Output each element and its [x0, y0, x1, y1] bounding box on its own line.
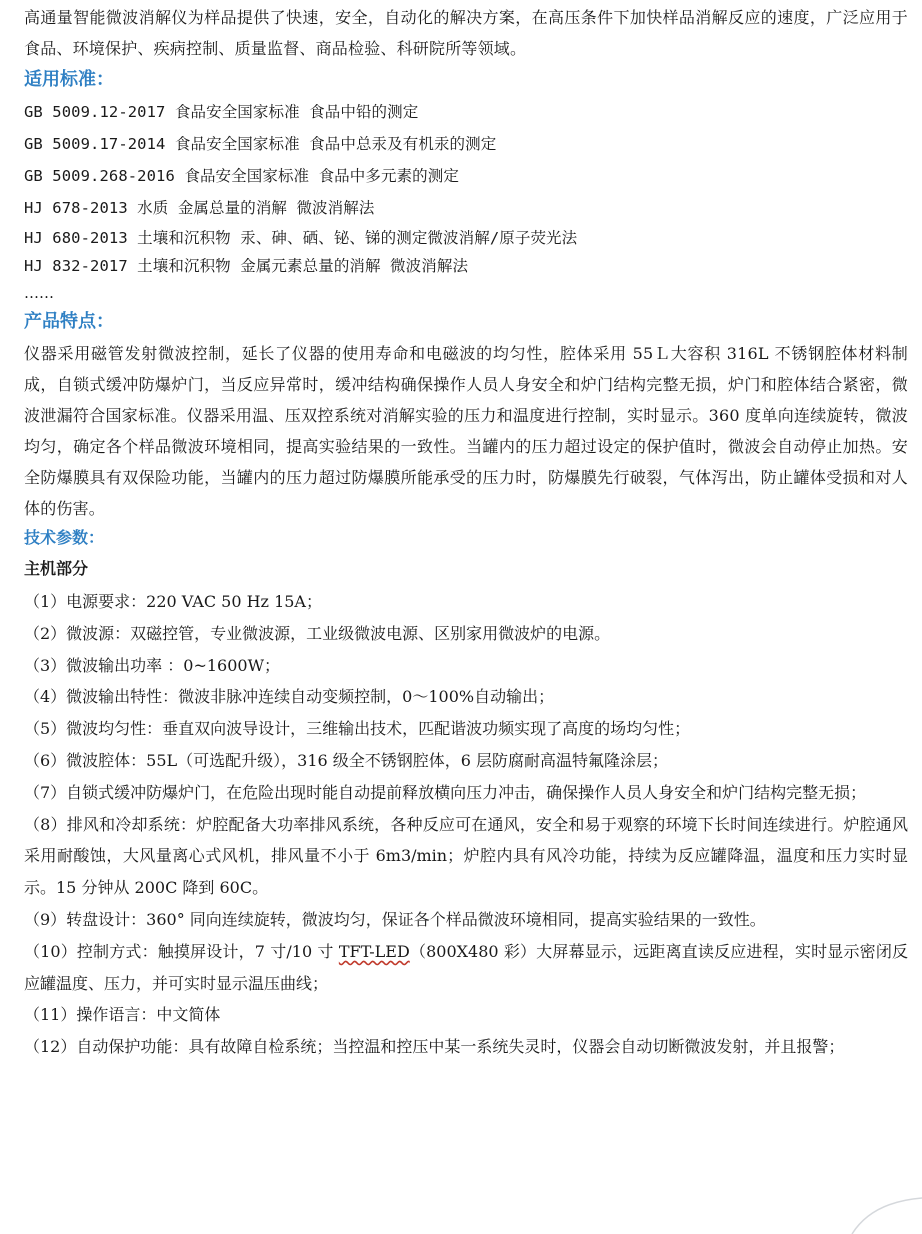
document-body [24, 0, 908, 1063]
spec-item-2: （2）微波源：双磁控管，专业微波源，工业级微波电源、区别家用微波炉的电源。 [24, 623, 611, 643]
spec-item-12: （12）自动保护功能：具有故障自检系统；当控温和控压中某一系统失灵时，仪器会自动切断微波发射，并且报警； [24, 1037, 845, 1057]
standards-ellipsis: …… [24, 284, 54, 302]
standards-heading: 适用标准： [24, 69, 114, 90]
spec-item-10 [24, 936, 908, 1000]
spec-item-7: （7）自锁式缓冲防爆炉门，在危险出现时能自动提前释放横向压力冲击，确保操作人员人身安全和炉门结构完整无损； [24, 782, 867, 802]
spec-item-11: （11）操作语言：中文简体 [24, 1005, 221, 1025]
features-heading: 产品特点： [24, 311, 114, 332]
spec-item-3: （3）微波输出功率 ：0~1600W； [24, 655, 281, 675]
spec-item-5: （5）微波均匀性：垂直双向波导设计，三维输出技术，匹配谐波功频实现了高度的场均匀性； [24, 719, 691, 739]
page-curl-decoration [722, 1194, 922, 1234]
standard-item: GB 5009.12-2017 食品安全国家标准 食品中铅的测定 [24, 103, 419, 121]
spec-item-4: （4）微波输出特性：微波非脉冲连续自动变频控制，0～100%自动输出； [24, 687, 555, 707]
params-heading: 技术参数： [24, 528, 105, 547]
spec-item-9: （9）转盘设计：360° 同向连续旋转，微波均匀，保证各个样品微波环境相同，提高实验结果的一致性。 [24, 909, 766, 929]
standard-item: HJ 832-2017 土壤和沉积物 金属元素总量的消解 微波消解法 [24, 257, 469, 275]
standard-item: HJ 680-2013 土壤和沉积物 汞、砷、硒、铋、锑的测定微波消解/原子荧光法 [24, 229, 578, 247]
standard-item: GB 5009.268-2016 食品安全国家标准 食品中多元素的测定 [24, 167, 459, 185]
features-paragraph: 仪器采用磁管发射微波控制，延长了仪器的使用寿命和电磁波的均匀性，腔体采用 55Ｌ大容积 316L 不锈钢腔体材料制成，自锁式缓冲防爆炉门，当反应异常时，缓冲结构确保操作人员人身安全和炉门结构完整无损，炉门和腔体结合紧密，微波泄漏符合国家标准。仪器采用温、压双控系统对消解实验的压力和温度进行控制，实时显示。360 度单向连续旋转，微波均匀，确定各个样品微波环境相同，提高实验结果的一致性。当罐内的压力超过设定的保护值时，微波会自动停止加热。安全防爆膜具有双保险功能，当罐内的压力超过防爆膜所能承受的压力时，防爆膜先行破裂，气体泻出，防止罐体受损和对人体的伤害。 [24, 344, 908, 518]
intro-paragraph: 高通量智能微波消解仪为样品提供了快速，安全，自动化的解决方案，在高压条件下加快样品消解反应的速度，广泛应用于食品、环境保护、疾病控制、质量监督、商品检验、科研院所等领域。 [24, 8, 908, 58]
standard-item: HJ 678-2013 水质 金属总量的消解 微波消解法 [24, 199, 375, 217]
spellcheck-flagged-word: TFT-LED [338, 941, 410, 961]
spec-item-8: （8）排风和冷却系统：炉腔配备大功率排风系统，各种反应可在通风，安全和易于观察的环境下长时间连续进行。炉腔通风采用耐酸蚀，大风量离心式风机，排风量不小于 6m3/min；炉腔内具有风冷功能，持续为反应罐降温，温度和压力实时显示。15 分钟从 200C 降到 60C。 [24, 814, 908, 898]
host-section-heading: 主机部分 [24, 559, 89, 578]
spec-item-10-prefix: （10）控制方式：触摸屏设计，7 寸/10 寸 [24, 941, 339, 961]
standard-item: GB 5009.17-2014 食品安全国家标准 食品中总汞及有机汞的测定 [24, 135, 497, 153]
spec-item-6: （6）微波腔体：55L（可选配升级），316 级全不锈钢腔体，6 层防腐耐高温特氟隆涂层； [24, 750, 669, 770]
spec-item-1: （1）电源要求：220 VAC 50 Hz 15A； [24, 592, 322, 611]
spec-item-10-suffix: （800X480 彩）大屏幕显示，远距离直读反应进程，实时显示密闭反应罐温度、压力，并可实时显示温压曲线； [24, 941, 908, 993]
